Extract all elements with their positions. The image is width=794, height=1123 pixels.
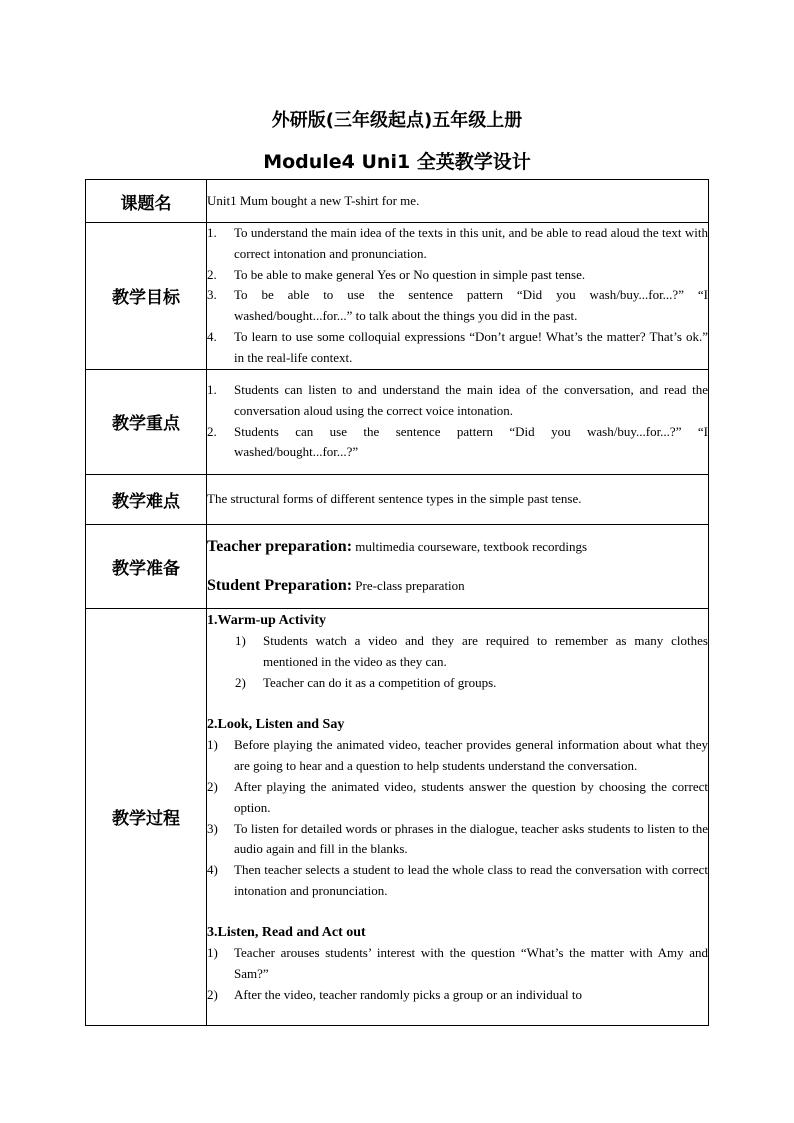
list-item [207,735,708,777]
item-number: 2) [235,674,246,690]
student-preparation [207,575,708,597]
item-number: 1. [207,381,217,397]
preparation-cell [207,524,709,608]
document-title: 外研版(三年级起点)五年级上册 [271,110,523,131]
item-text: After playing the animated video, students answer the question by choosing the correct option. [234,778,708,815]
topic-label: 课题名 [86,180,207,223]
process-cell [207,608,709,1025]
list-item [207,631,708,673]
key-points-row [86,369,709,474]
item-text: After the video, teacher randomly picks a group or an individual to [234,986,583,1002]
item-number: 2) [207,778,218,794]
list-item [207,327,708,369]
teacher-preparation [207,536,708,558]
key-points-label: 教学重点 [86,369,207,474]
item-number: 2. [207,266,217,282]
item-text: Students can use the sentence pattern “Did you wash/buy...for...?” “I washed/bought...for...?” [234,423,708,460]
item-number: 4. [207,328,217,344]
key-points-cell [207,369,709,474]
list-item [207,422,708,464]
section-title: 2.Look, Listen and Say [207,716,345,732]
topic-text: Unit1 Mum bought a new T-shirt for me. [207,180,709,223]
objectives-row [86,223,709,370]
section-title: 3.Listen, Read and Act out [207,924,366,940]
item-number: 4) [207,862,218,878]
item-number: 3. [207,287,217,303]
item-text: Students can listen to and understand the main idea of the conversation, and read the conversation aloud using the correct voice intonation. [234,381,708,418]
item-text: Teacher arouses students’ interest with the question “What’s the matter with Amy and Sam?” [234,945,708,982]
process-label: 教学过程 [86,608,207,1025]
list-item [207,777,708,819]
list-item [207,985,708,1006]
item-number: 1) [207,945,218,961]
item-text: To understand the main idea of the texts in this unit, and be able to read aloud the text with correct intonation and pronunciation. [234,225,708,261]
lesson-plan-table [85,179,709,1026]
preparation-row [86,524,709,608]
process-row [86,608,709,1025]
item-text: Students watch a video and they are required to remember as many clothes mentioned in the video as they can. [263,633,708,670]
list-item [207,819,708,861]
item-text: To be able to use the sentence pattern “Did you wash/buy...for...?” “I washed/bought...for...” to talk about the things you did in the past. [234,287,708,324]
item-text: To listen for detailed words or phrases in the dialogue, teacher asks students to listen to the audio again and fill in the blanks. [234,820,708,857]
list-item [207,860,708,902]
list-item [207,285,708,327]
item-number: 1. [207,225,217,240]
document-subtitle: Module4 Uni1 全英教学设计 [263,151,531,173]
student-preparation-text: Pre-class preparation [352,577,465,593]
item-text: Teacher can do it as a competition of groups. [263,674,497,690]
item-number: 2. [207,423,217,439]
item-number: 3) [207,820,218,836]
item-text: Then teacher selects a student to lead the whole class to read the conversation with correct intonation and pronunciation. [234,862,708,898]
list-item [207,265,708,286]
list-item [207,673,708,694]
list-item [207,380,708,422]
section-title: 1.Warm-up Activity [207,612,326,628]
difficulties-label: 教学难点 [86,474,207,524]
student-preparation-label: Student Preparation: [207,576,353,594]
difficulties-text: The structural forms of different sentence types in the simple past tense. [207,474,709,524]
objectives-label: 教学目标 [86,223,207,370]
item-number: 1) [207,737,218,753]
preparation-label: 教学准备 [86,524,207,608]
item-text: To learn to use some colloquial expressions “Don’t argue! What’s the matter? That’s ok.” in the real-life context. [234,328,708,365]
difficulties-row [86,474,709,524]
item-text: To be able to make general Yes or No question in simple past tense. [234,266,586,282]
topic-row [86,180,709,223]
item-number: 2) [207,986,218,1002]
list-item [207,943,708,985]
objectives-cell [207,223,709,370]
teacher-preparation-label: Teacher preparation: [207,537,353,555]
teacher-preparation-text: multimedia courseware, textbook recordings [352,538,588,554]
list-item [207,223,708,265]
item-number: 1) [235,633,246,649]
item-text: Before playing the animated video, teacher provides general information about what they are going to hear and a question to help students understand the conversation. [234,737,708,774]
